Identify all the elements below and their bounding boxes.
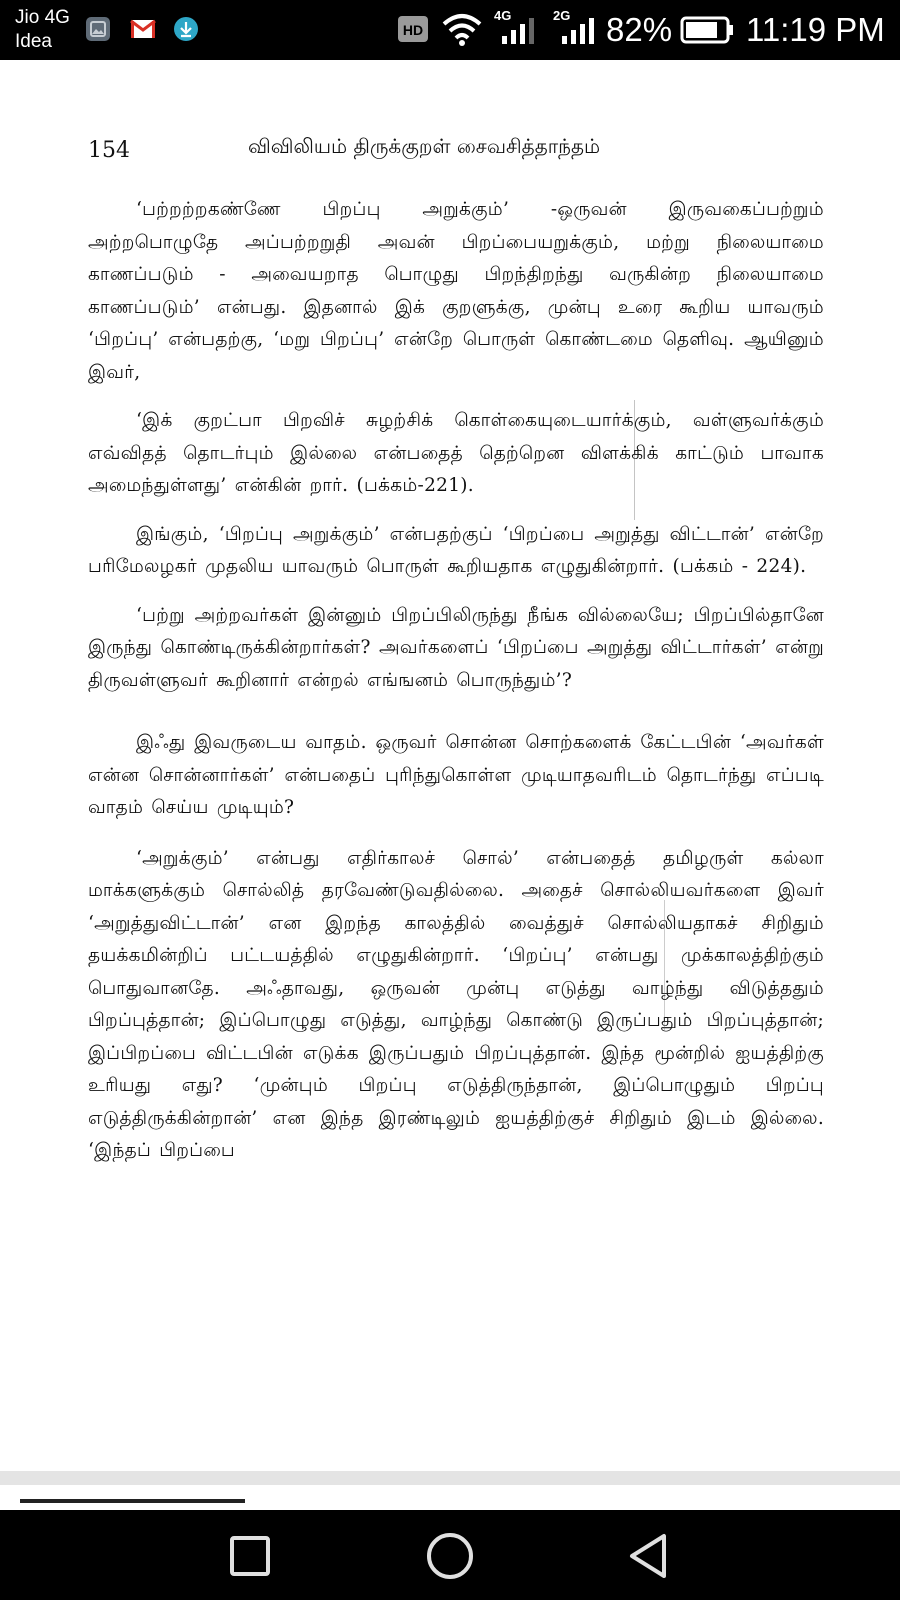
scan-artifact-streak	[20, 1499, 245, 1503]
document-body	[88, 194, 824, 1168]
navigation-bar	[0, 1510, 900, 1600]
sim1-network-label: 4G	[494, 8, 512, 23]
page-number: 154	[88, 138, 130, 163]
paragraph: ‘பற்று அற்றவர்கள் இன்னும் பிறப்பிலிருந்து நீங்க வில்லையே; பிறப்பில்தானே இருந்து கொண்டிருக்கின்றார்கள்? அவர்களைப் ‘பிறப்பை அறுத்து விட்டார்கள்’ என்று திருவள்ளுவர் கூறினார் என்றல் எங்ஙனம் பொருந்தும்’?	[88, 604, 824, 691]
paragraph: இஃது இவருடைய வாதம். ஒருவர் சொன்ன சொற்களைக் கேட்டபின் ‘அவர்கள் என்ன சொன்னார்கள்’ என்பதைப் புரிந்துகொள்ள முடியாதவரிடம் தொடர்ந்து எப்படி வாதம் செய்ய முடியும்?	[88, 732, 824, 818]
status-bar	[0, 0, 900, 60]
carrier-line-1: Jio 4G	[15, 7, 70, 28]
running-title: விவிலியம் திருக்குறள் சைவசித்தாந்தம்	[248, 134, 601, 158]
battery-icon	[680, 16, 734, 44]
clock: 11:19 PM	[746, 11, 885, 48]
back-button[interactable]	[622, 1528, 678, 1584]
wifi-icon	[440, 10, 484, 48]
signal-sim1-icon	[500, 16, 538, 46]
hd-label: HD	[402, 22, 424, 38]
document-page[interactable]	[0, 60, 900, 1470]
scan-artifact-line	[664, 900, 665, 1030]
signal-sim2-icon	[560, 16, 598, 46]
carrier-info	[15, 6, 70, 54]
paragraph: ‘இக் குறட்பா பிறவிச் சுழற்சிக் கொள்கையுடையார்க்கும், வள்ளுவர்க்கும் எவ்விதத் தொடர்பும் இல்லை என்பதைத் தெற்றென விளக்கிக் காட்டும் பாவாக அமைந்துள்ளது’ என்கின் றார். (பக்கம்-221).	[88, 410, 824, 496]
gmail-icon	[129, 15, 157, 43]
hd-icon	[397, 15, 429, 43]
download-icon	[172, 15, 200, 43]
paragraph: ‘அறுக்கும்’ என்பது எதிர்காலச் சொல்’ என்பதைத் தமிழருள் கல்லா மாக்களுக்கும் சொல்லித் தரவேண்டுவதில்லை. அதைச் சொல்லியவர்களை இவர் ‘அறுத்துவிட்டான்’ என இறந்த காலத்தில் வைத்துச் சொல்லியதாகச் சிறிதும் தயக்கமின்றிப் பட்டயத்தில் எழுதுகின்றார். ‘பிறப்பு’ என்பது முக்காலத்திற்கும் பொதுவானதே. அஃதாவது, ஒருவன் முன்பு எடுத்து வாழ்ந்து விடுத்ததும் பிறப்புத்தான்; இப்பொழுது எடுத்து, வாழ்ந்து கொண்டு இருப்பதும் பிறப்புத்தான்; இப்பிறப்பை விட்டபின் எடுக்க இருப்பதும் பிறப்புத்தான். இந்த மூன்றில் ஐயத்திற்கு உரியது எது? ‘முன்பும் பிறப்பு எடுத்திருந்தான், இப்பொழுதும் பிறப்பு எடுத்திருக்கின்றான்’ என இந்த இரண்டிலும் ஐயத்திற்குச் சிறிதும் இடம் இல்லை. ‘இந்தப் பிறப்பை	[88, 847, 824, 1161]
home-button[interactable]	[422, 1528, 478, 1584]
battery-percent: 82%	[606, 11, 673, 48]
carrier-line-2: Idea	[15, 31, 52, 52]
sim2-network-label: 2G	[553, 8, 571, 23]
gallery-icon	[84, 15, 112, 43]
scan-artifact-line	[634, 400, 635, 520]
paragraph: ‘பற்றற்றகண்ணே பிறப்பு அறுக்கும்’ -ஒருவன் இருவகைப்பற்றும் அற்றபொழுதே அப்பற்றறுதி அவன் பிறப்பையறுக்கும், மற்று நிலையாமை காணப்படும் - அவையறாத பொழுது பிறந்திறந்து வருகின்ற நிலையாமை காணப்படும்’ என்பது. இதனால் இக் குறளுக்கு, முன்பு உரை கூறிய யாவரும் ‘பிறப்பு’ என்பதற்கு, ‘மறு பிறப்பு’ என்றே பொருள் கொண்டமை தெளிவு. ஆயினும் இவர்,	[88, 199, 824, 383]
page-edge-band	[0, 1471, 900, 1485]
paragraph: இங்கும், ‘பிறப்பு அறுக்கும்’ என்பதற்குப் ‘பிறப்பை அறுத்து விட்டான்’ என்றே பரிமேலழகர் முதலிய யாவரும் பொருள் கூறியதாக எழுதுகின்றார். (பக்கம் - 224).	[88, 523, 824, 577]
recents-button[interactable]	[222, 1528, 278, 1584]
